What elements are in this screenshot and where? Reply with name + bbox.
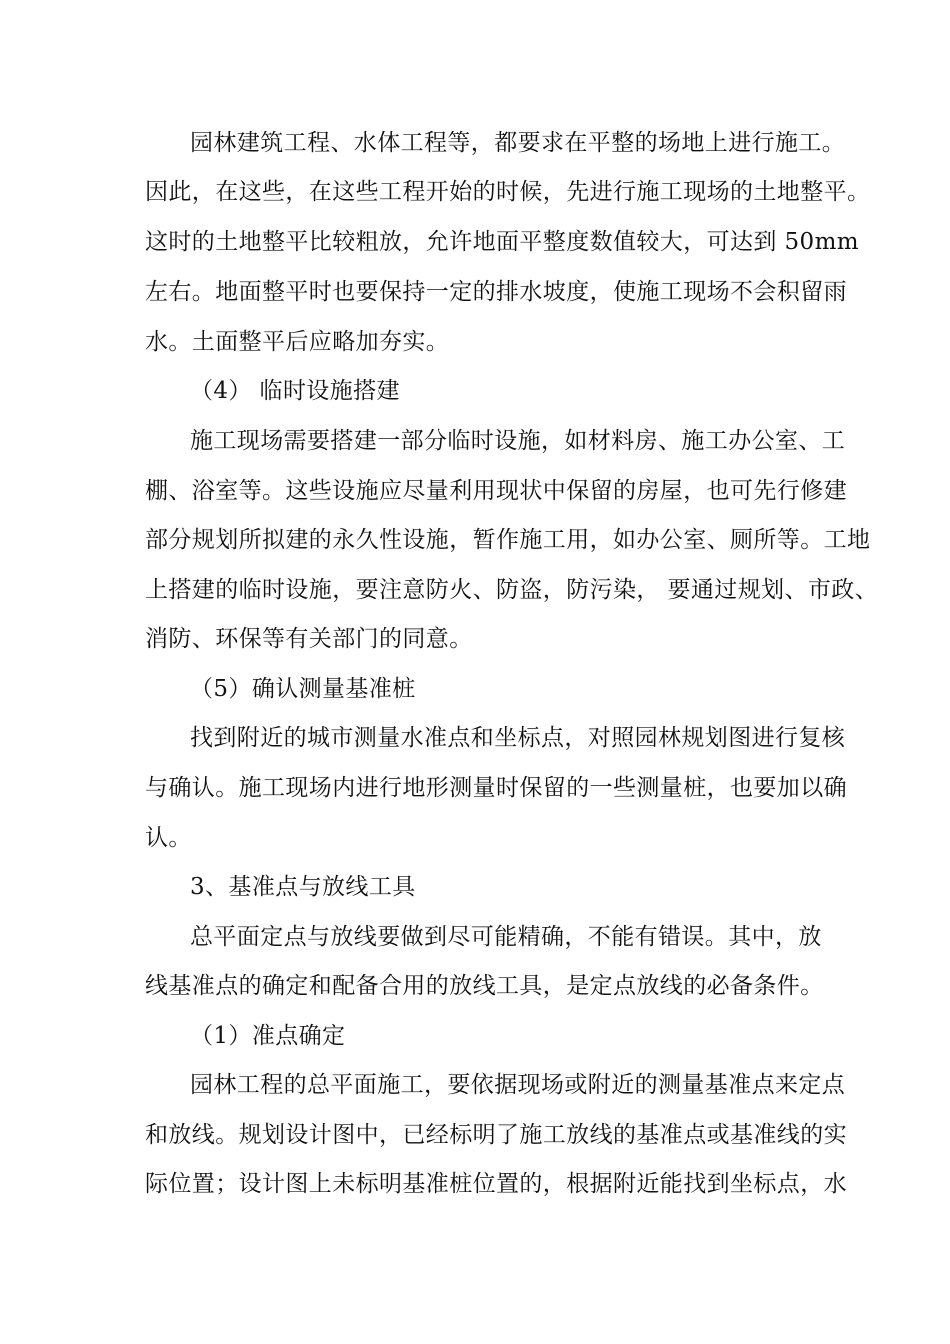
section-heading: （5）确认测量基准桩: [190, 676, 416, 702]
paragraph-line: 因此，在这些，在这些工程开始的时候，先进行施工现场的土地整平。: [145, 179, 871, 205]
paragraph-line: 消防、环保等有关部门的同意。: [145, 626, 473, 652]
paragraph-line: 际位置；设计图上未标明基准桩位置的，根据附近能找到坐标点，水: [145, 1171, 847, 1197]
paragraph-line: 施工现场需要搭建一部分临时设施，如材料房、施工办公室、工: [190, 428, 846, 454]
section-heading: 3、基准点与放线工具: [190, 874, 416, 900]
paragraph-line: 这时的土地整平比较粗放，允许地面平整度数值较大，可达到 50mm: [145, 229, 859, 255]
paragraph-line: 认。: [145, 825, 192, 851]
paragraph-line: 左右。地面整平时也要保持一定的排水坡度，使施工现场不会积留雨: [145, 279, 847, 305]
paragraph-line: 与确认。施工现场内进行地形测量时保留的一些测量桩，也要加以确: [145, 775, 847, 801]
paragraph-line: 水。土面整平后应略加夯实。: [145, 329, 450, 355]
paragraph-line: 线基准点的确定和配备合用的放线工具，是定点放线的必备条件。: [145, 973, 824, 999]
paragraph-line: 园林工程的总平面施工，要依据现场或附近的测量基准点来定点: [190, 1072, 846, 1098]
section-heading: （4） 临时设施搭建: [190, 378, 400, 404]
paragraph-line: 找到附近的城市测量水准点和坐标点，对照园林规划图进行复核: [190, 725, 846, 751]
paragraph-line: 棚、浴室等。这些设施应尽量利用现状中保留的房屋，也可先行修建: [145, 478, 847, 504]
paragraph-line: 和放线。规划设计图中，已经标明了施工放线的基准点或基准线的实: [145, 1122, 847, 1148]
paragraph-line: 部分规划所拟建的永久性设施，暂作施工用，如办公室、厕所等。工地: [145, 527, 871, 553]
paragraph-line: 上搭建的临时设施，要注意防火、防盗，防污染， 要通过规划、市政、: [145, 577, 879, 603]
paragraph-line: 园林建筑工程、水体工程等，都要求在平整的场地上进行施工。: [190, 130, 846, 156]
paragraph-line: 总平面定点与放线要做到尽可能精确，不能有错误。其中，放: [190, 924, 822, 950]
section-heading: （1）准点确定: [190, 1023, 346, 1049]
